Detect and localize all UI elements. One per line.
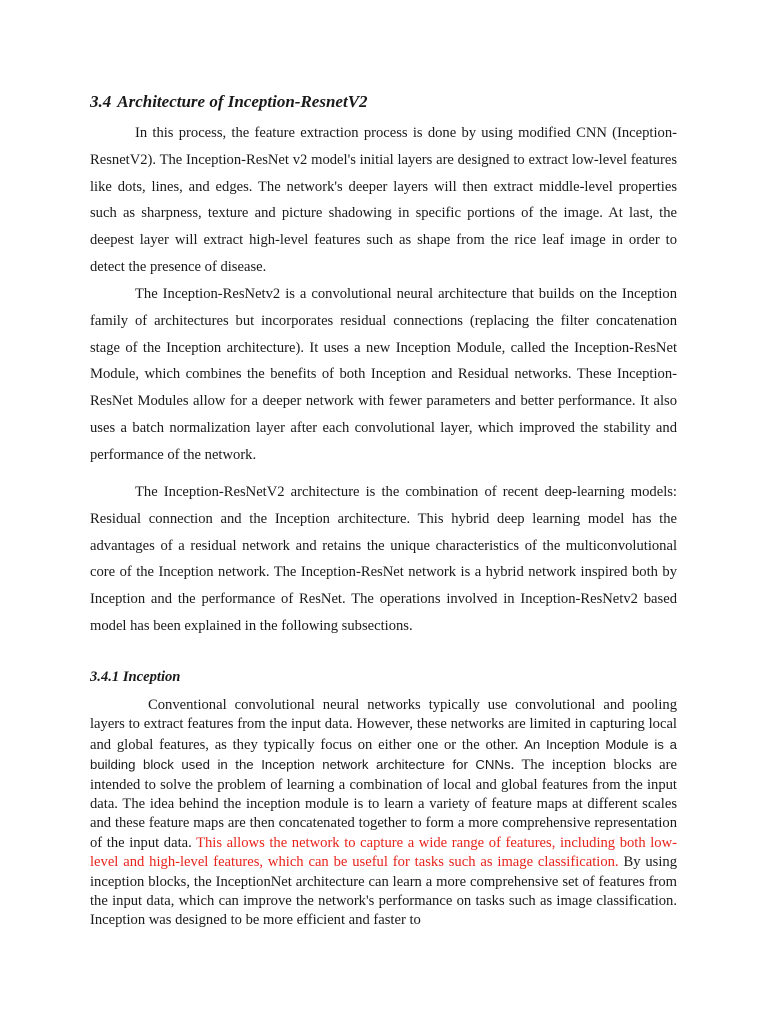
subsection-paragraph	[90, 696, 677, 931]
section-title: Architecture of Inception-ResnetV2	[117, 92, 368, 111]
subsection-text-part2: . The inception blocks are intended to solve the problem of learning a combination of local and global features from the input data. The idea behind the inception module is to learn a variety of feature maps at different scales and these feature maps are then concatenated together to form a more comprehensive representation of the input data.	[90, 757, 678, 851]
subsection-heading: 3.4.1 Inception	[90, 669, 181, 685]
subsection-text-highlight: This allows the network to capture a wide range of features, including both low-level and high-level features, which can be useful for tasks such as image classification.	[90, 834, 677, 871]
section-heading	[90, 92, 368, 112]
subsection-text-sans: An Inception Module is a building block used in the Inception network architecture for CNNs	[90, 736, 678, 773]
body-paragraph-3: The Inception-ResNetV2 architecture is the combination of recent deep-learning models: Residual connection and the Inception architecture. This hybrid deep learning model has the advantages of a residual network and retains the unique characteristics of the multiconvolutional core of the Inception network. The Inception-ResNet network is a hybrid network inspired both by Inception and the performance of ResNet. The operations involved in Inception-ResNetv2 based model has been explained in the following subsections.	[90, 484, 677, 634]
section-number: 3.4	[90, 92, 112, 111]
subsection-text-part3: By using inception blocks, the InceptionNet architecture can learn a more comprehensive set of features from the input data, which can improve the network's performance on tasks such as image classification. Inception was designed to be more efficient and faster to	[90, 854, 678, 929]
body-paragraph-2: The Inception-ResNetv2 is a convolutional neural architecture that builds on the Inception family of architectures but incorporates residual connections (replacing the filter concatenation stage of the Inception architecture). It uses a new Inception Module, called the Inception-ResNet Module, which combines the benefits of both Inception and Residual networks. These Inception-ResNet Modules allow for a deeper network with fewer parameters and better performance. It also uses a batch normalization layer after each convolutional layer, which improved the stability and performance of the network.	[90, 286, 677, 463]
subsection-text-part1: Conventional convolutional neural networks typically use convolutional and pooling layers to extract features from the input data. However, these networks are limited in capturing local and global features, as they typically focus on either one or the other.	[90, 697, 677, 753]
body-paragraph-1: In this process, the feature extraction process is done by using modified CNN (Inception-ResnetV2). The Inception-ResNet v2 model's initial layers are designed to extract low-level features like dots, lines, and edges. The network's deeper layers will then extract middle-level properties such as sharpness, texture and picture shadowing in specific portions of the image. At last, the deepest layer will extract high-level features such as shape from the rice leaf image in order to detect the presence of disease.	[90, 125, 677, 275]
